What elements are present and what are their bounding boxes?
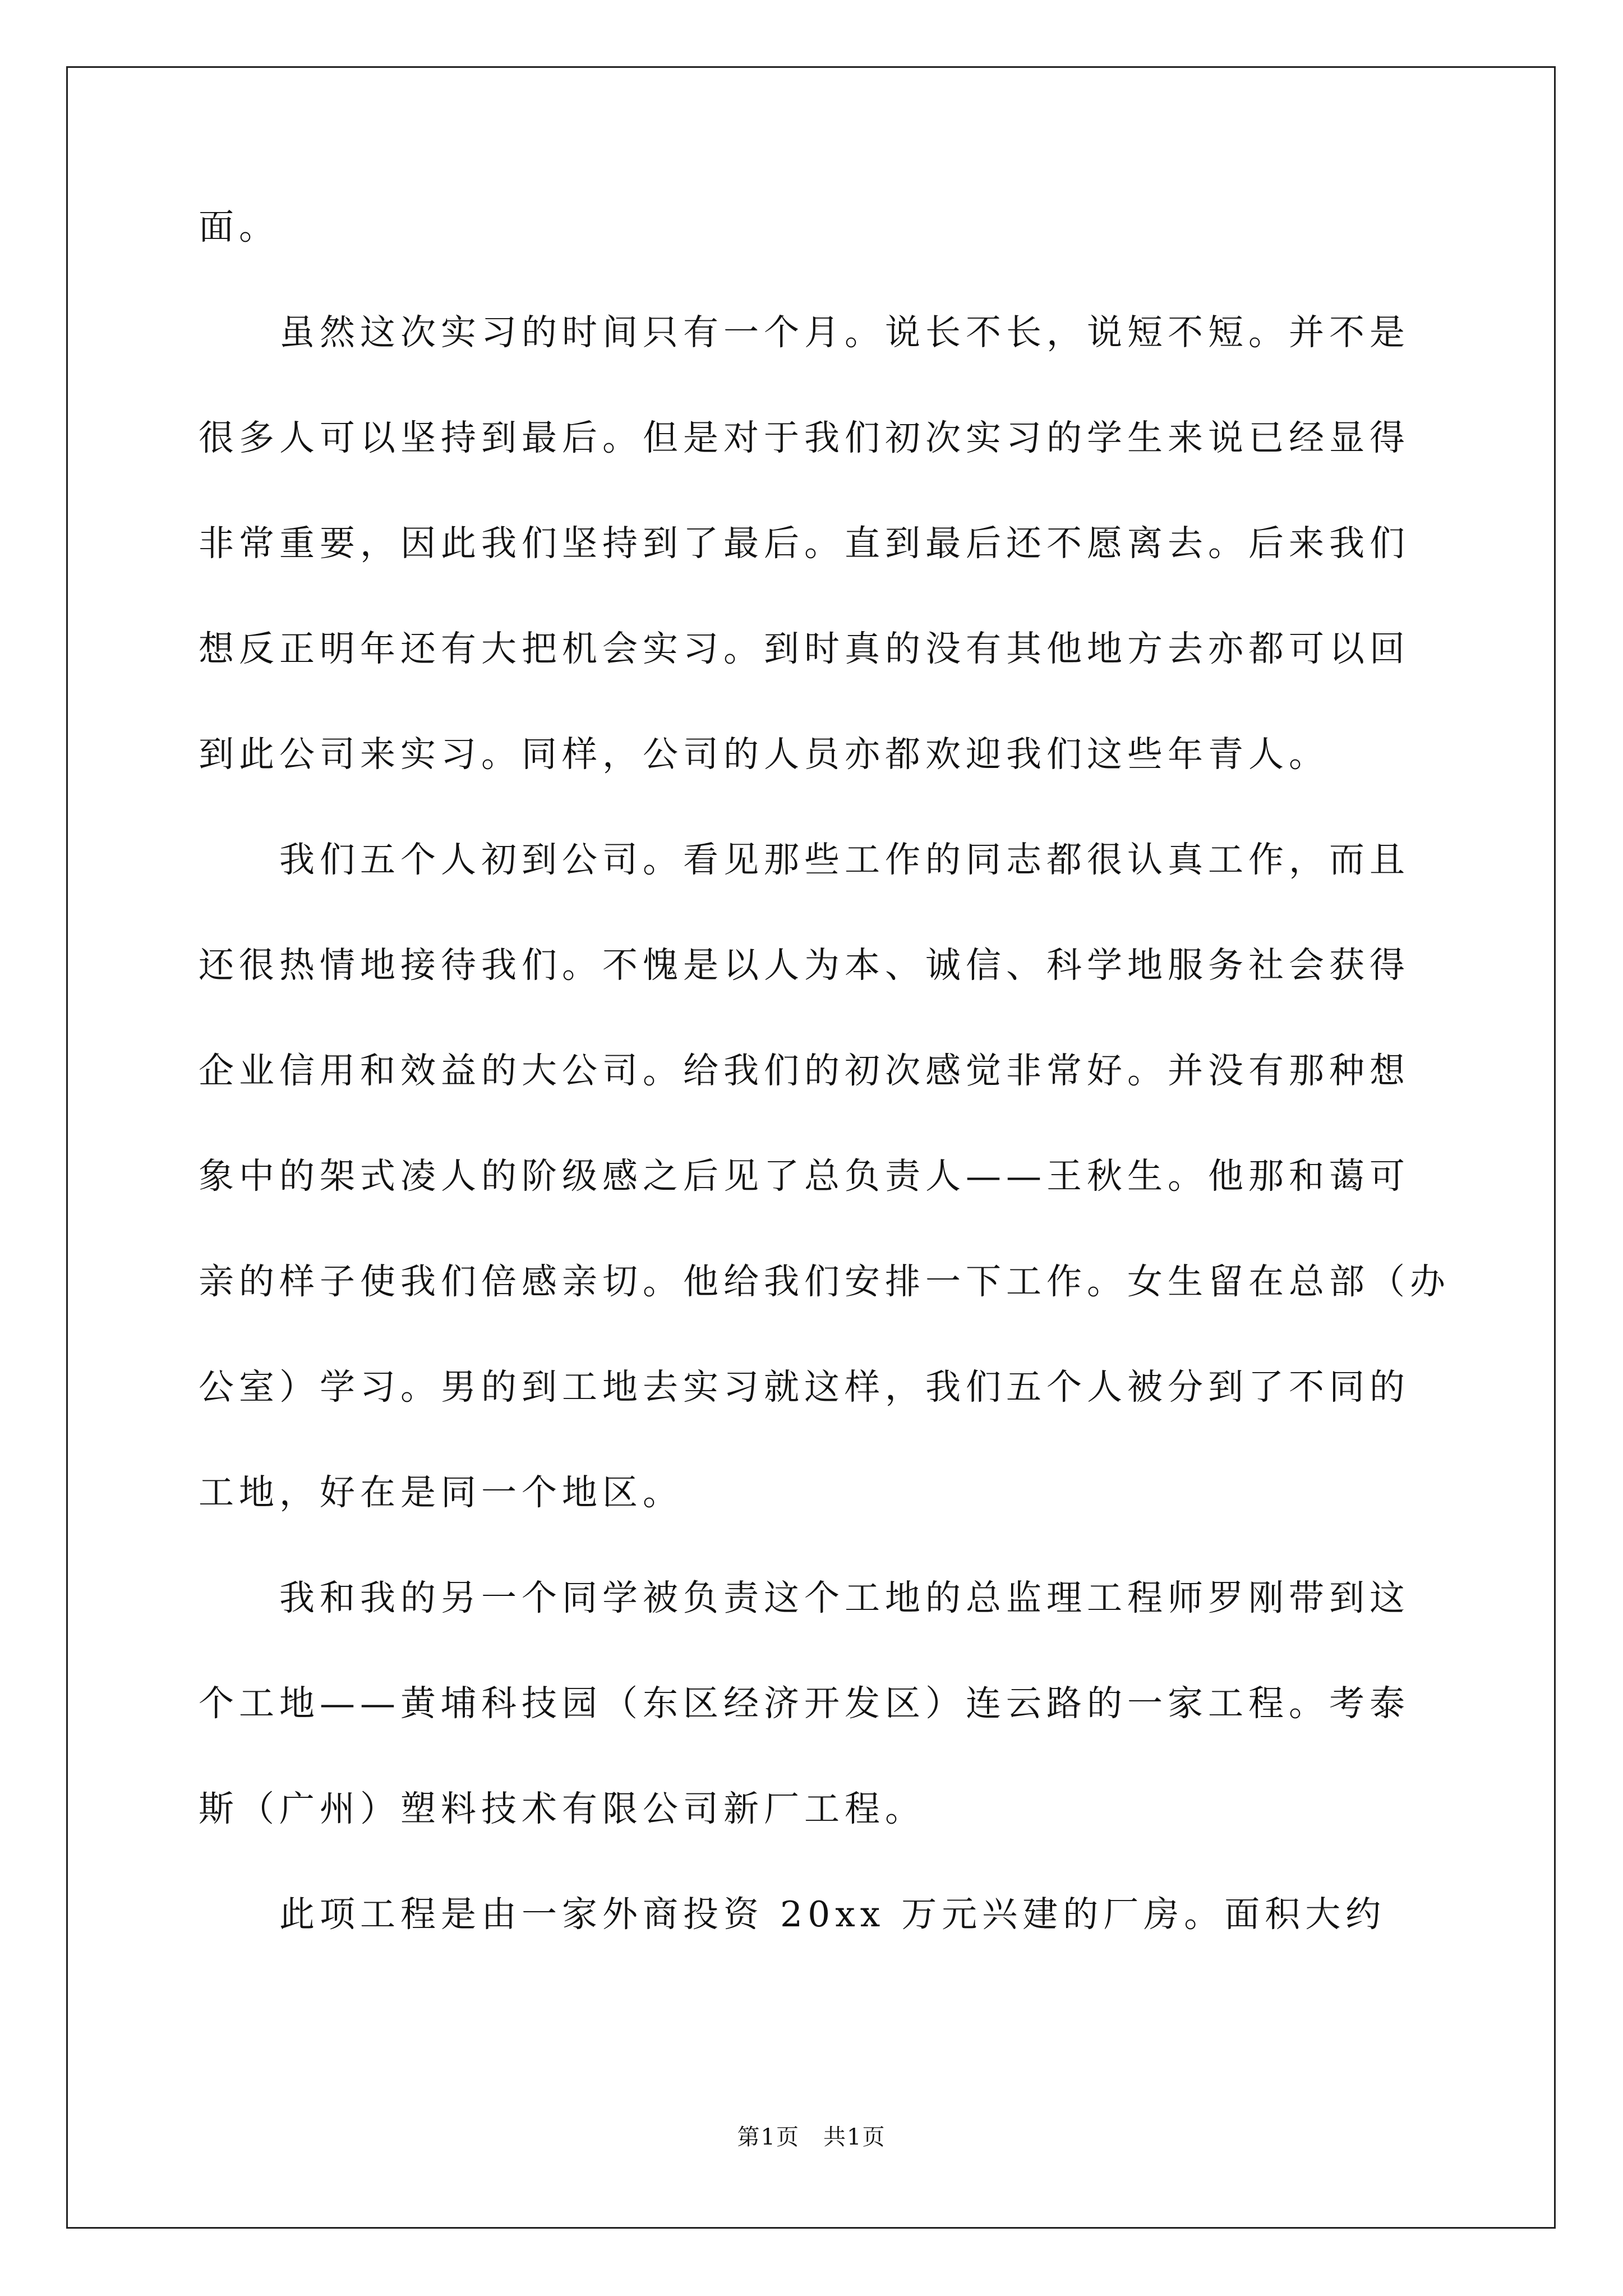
text-line: 象中的架式凌人的阶级感之后见了总负责人——王秋生。他那和蔼可 [199, 1156, 1410, 1197]
text-line: 企业信用和效益的大公司。给我们的初次感觉非常好。并没有那种想 [199, 1050, 1410, 1091]
text-line: 到此公司来实习。同样，公司的人员亦都欢迎我们这些年青人。 [199, 734, 1329, 775]
page-footer: 第1页 共1页 [737, 2124, 886, 2150]
text-line: 斯（广州）塑料技术有限公司新厂工程。 [199, 1788, 925, 1829]
paragraph-first-line: 虽然这次实习的时间只有一个月。说长不长，说短不短。并不是 [279, 312, 1410, 353]
paragraph-first-line: 此项工程是由一家外商投资 20xx 万元兴建的厂房。面积大约 [279, 1894, 1386, 1935]
paragraph-first-line: 我和我的另一个同学被负责这个工地的总监理工程师罗刚带到这 [279, 1577, 1410, 1618]
text-line: 想反正明年还有大把机会实习。到时真的没有其他地方去亦都可以回 [199, 628, 1410, 669]
text-line: 个工地——黄埔科技园（东区经济开发区）连云路的一家工程。考泰 [199, 1683, 1410, 1724]
text-line: 非常重要，因此我们坚持到了最后。直到最后还不愿离去。后来我们 [199, 523, 1410, 564]
text-line: 工地，好在是同一个地区。 [199, 1472, 683, 1513]
text-line: 公室）学习。男的到工地去实习就这样，我们五个人被分到了不同的 [199, 1366, 1410, 1407]
paragraph-first-line: 我们五个人初到公司。看见那些工作的同志都很认真工作，而且 [279, 839, 1410, 880]
text-line: 很多人可以坚持到最后。但是对于我们初次实习的学生来说已经显得 [199, 417, 1410, 458]
text-line: 还很热情地接待我们。不愧是以人为本、诚信、科学地服务社会获得 [199, 945, 1410, 986]
text-line: 面。 [199, 206, 279, 247]
text-line: 亲的样子使我们倍感亲切。他给我们安排一下工作。女生留在总部（办 [199, 1261, 1450, 1302]
